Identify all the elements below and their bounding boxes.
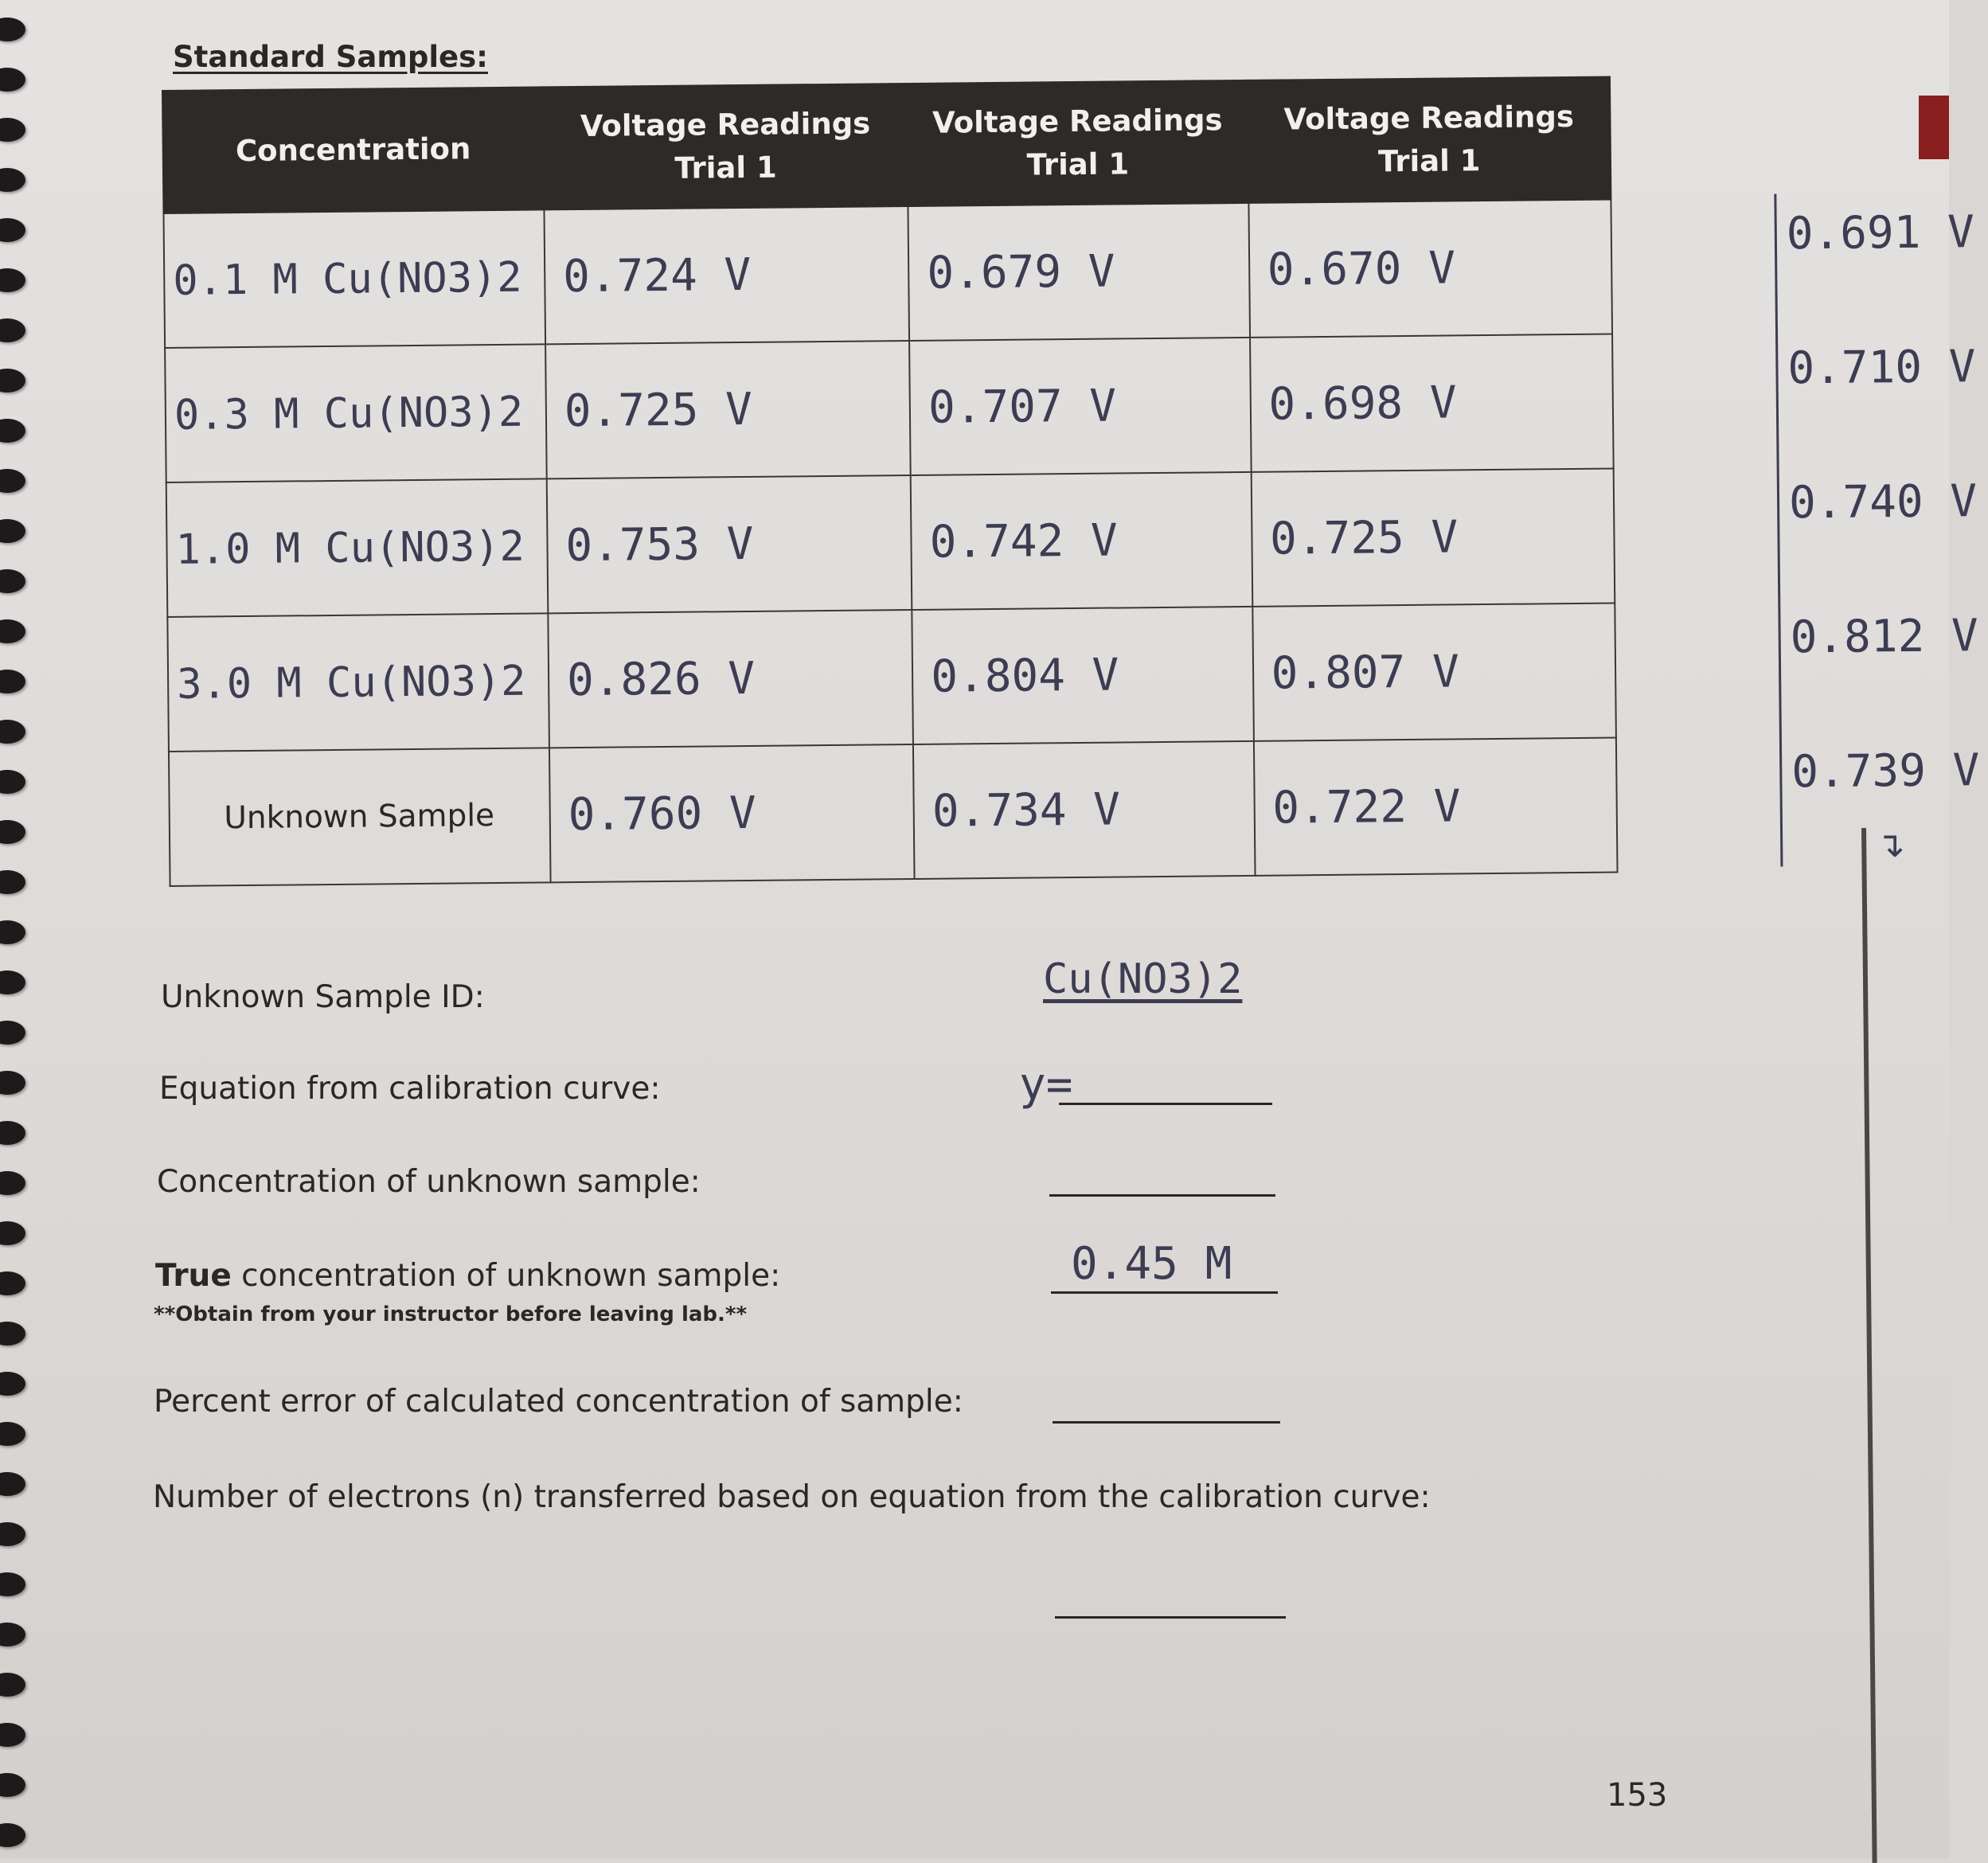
binding-ring-icon — [0, 68, 25, 92]
voltage-cell: 0.670 V — [1248, 200, 1612, 338]
header-line: Trial 1 — [674, 150, 777, 186]
table-row — [163, 200, 1612, 348]
voltage-cell: 0.707 V — [909, 338, 1251, 475]
voltage-cell: 0.725 V — [545, 341, 911, 478]
voltage-cell: 0.753 V — [547, 475, 912, 613]
concentration-cell: 3.0 M Cu(NO3)2 — [167, 613, 549, 752]
binding-ring-icon — [0, 670, 25, 693]
true-rest: concentration of unknown sample: — [231, 1258, 781, 1294]
binding-ring-icon — [0, 920, 25, 944]
table-row — [167, 603, 1616, 752]
binding-ring-icon — [0, 1823, 25, 1847]
true-concentration-blank[interactable] — [1051, 1291, 1278, 1294]
table-row — [169, 738, 1618, 886]
binding-ring-icon — [0, 1021, 25, 1045]
voltage-cell: 0.722 V — [1254, 738, 1618, 876]
electrons-blank[interactable] — [1055, 1616, 1286, 1619]
unknown-sample-cell: Unknown Sample — [169, 748, 551, 886]
binding-ring-icon — [0, 419, 25, 443]
binding-ring-icon — [0, 1773, 25, 1797]
binding-ring-icon — [0, 1723, 25, 1747]
true-concentration-value: 0.45 M — [1071, 1238, 1232, 1290]
binding-ring-icon — [0, 469, 25, 493]
table-row — [165, 334, 1614, 482]
binding-ring-icon — [0, 1322, 25, 1346]
unknown-id-label: Unknown Sample ID: — [161, 979, 485, 1015]
average-value: 0.739 V — [1779, 730, 1988, 866]
arrow-mark-icon: ↴ — [1876, 825, 1905, 865]
binding-ring-icon — [0, 870, 25, 894]
voltage-cell: 0.804 V — [912, 607, 1254, 744]
spiral-binding — [0, 0, 32, 1858]
binding-ring-icon — [0, 1472, 25, 1496]
binding-ring-icon — [0, 1071, 25, 1095]
concentration-cell: 0.3 M Cu(NO3)2 — [165, 344, 547, 482]
binding-ring-icon — [0, 1221, 25, 1245]
average-value: 0.740 V — [1777, 461, 1986, 597]
binding-ring-icon — [0, 18, 25, 41]
header-trial-c — [1248, 77, 1611, 203]
binding-ring-icon — [0, 1372, 25, 1396]
table-row — [166, 469, 1615, 617]
header-trial-a — [543, 84, 908, 209]
average-value: 0.710 V — [1775, 326, 1984, 463]
voltage-cell: 0.807 V — [1252, 603, 1616, 741]
binding-ring-icon — [0, 118, 25, 142]
binding-ring-icon — [0, 519, 25, 543]
table-header-row — [162, 77, 1611, 213]
binding-ring-icon — [0, 720, 25, 744]
concentration-cell: 0.1 M Cu(NO3)2 — [163, 209, 545, 348]
section-heading: Standard Samples: — [173, 40, 488, 74]
binding-ring-icon — [0, 1422, 25, 1446]
voltage-cell: 0.742 V — [911, 472, 1252, 610]
percent-error-blank[interactable] — [1053, 1421, 1280, 1424]
header-trial-b — [907, 80, 1248, 206]
standard-samples-table — [162, 76, 1619, 887]
average-value: 0.812 V — [1778, 596, 1986, 732]
percent-error-label: Percent error of calculated concentration of sample: — [154, 1384, 963, 1420]
page-edge — [1861, 828, 1877, 1863]
binding-ring-icon — [0, 569, 25, 593]
average-value: 0.691 V — [1774, 192, 1982, 328]
voltage-cell: 0.679 V — [908, 203, 1250, 341]
binding-ring-icon — [0, 218, 25, 242]
header-concentration: Concentration — [162, 87, 544, 213]
voltage-cell: 0.724 V — [544, 206, 909, 344]
binding-ring-icon — [0, 1623, 25, 1646]
page-number: 153 — [1607, 1777, 1668, 1814]
voltage-cell: 0.760 V — [549, 744, 915, 882]
binding-ring-icon — [0, 318, 25, 342]
binding-ring-icon — [0, 1522, 25, 1546]
binding-ring-icon — [0, 770, 25, 794]
concentration-label: Concentration of unknown sample: — [157, 1164, 701, 1200]
binding-ring-icon — [0, 1572, 25, 1596]
standard-samples-table-wrap — [162, 76, 1980, 886]
binding-ring-icon — [0, 1171, 25, 1195]
binding-ring-icon — [0, 1271, 25, 1295]
instructor-note: **Obtain from your instructor before leaving lab.** — [154, 1303, 748, 1326]
voltage-cell: 0.698 V — [1250, 334, 1614, 472]
header-line: Trial 1 — [1026, 146, 1130, 182]
equation-blank[interactable] — [1059, 1103, 1272, 1105]
binding-ring-icon — [0, 168, 25, 192]
header-line: Voltage Readings — [932, 103, 1223, 141]
binding-ring-icon — [0, 619, 25, 643]
electrons-label: Number of electrons (n) transferred based on equation from the calibration curve: — [153, 1479, 1431, 1515]
header-line: Voltage Readings — [580, 106, 871, 144]
header-line: Voltage Readings — [1283, 100, 1575, 137]
binding-ring-icon — [0, 971, 25, 994]
binding-ring-icon — [0, 369, 25, 393]
voltage-cell: 0.725 V — [1251, 469, 1615, 607]
voltage-cell: 0.734 V — [913, 741, 1255, 879]
binding-ring-icon — [0, 820, 25, 844]
binding-ring-icon — [0, 1121, 25, 1145]
binding-ring-icon — [0, 268, 25, 292]
binding-ring-icon — [0, 1673, 25, 1697]
true-bold: True — [155, 1258, 232, 1294]
equation-prefix: y= — [1019, 1059, 1073, 1111]
average-column — [1774, 192, 1987, 866]
header-line: Trial 1 — [1377, 143, 1481, 179]
equation-label: Equation from calibration curve: — [159, 1071, 661, 1107]
unknown-id-value: Cu(NO3)2 — [1043, 955, 1243, 1003]
voltage-cell: 0.826 V — [548, 610, 913, 748]
concentration-blank[interactable] — [1049, 1194, 1275, 1197]
concentration-cell: 1.0 M Cu(NO3)2 — [166, 478, 549, 617]
page-edge-mark — [1919, 96, 1949, 159]
true-concentration-label — [155, 1258, 780, 1294]
